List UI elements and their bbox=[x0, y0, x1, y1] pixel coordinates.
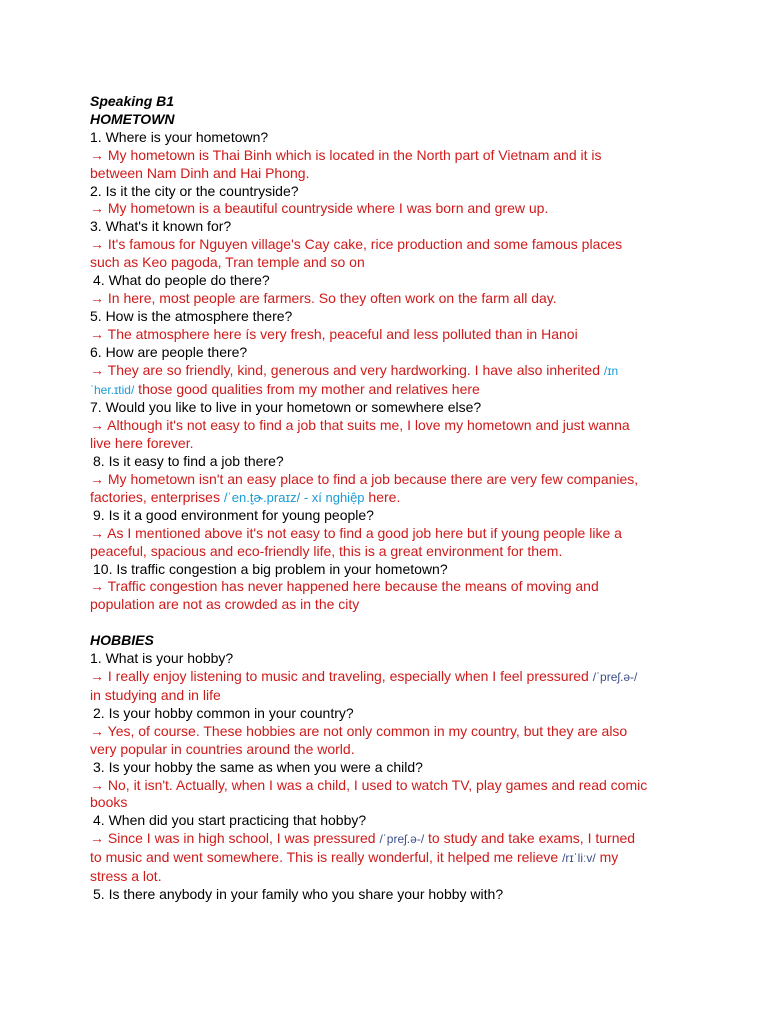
answer: → My hometown is Thai Binh which is located in the North part of Vietnam and it is between Nam Dinh and Hai Phong. bbox=[90, 146, 602, 181]
section-gap bbox=[90, 614, 650, 632]
ipa-transcription: /ˈen.t̬ɚ.praɪz/ - xí nghiệp bbox=[223, 489, 365, 505]
question: 8. Is it easy to find a job there? bbox=[93, 453, 284, 470]
answer: → It's famous for Nguyen village's Cay cake, rice production and some famous places such as Keo pagoda, Tran temple and so on bbox=[90, 236, 623, 271]
answer-text: my stress a lot. bbox=[90, 849, 619, 885]
answer-text: → Since I was in high school, I was pressured bbox=[90, 830, 380, 847]
question: 7. Would you like to live in your hometown or somewhere else? bbox=[90, 399, 482, 416]
answer bbox=[90, 668, 650, 705]
answer: → My hometown is a beautiful countryside where I was born and grew up. bbox=[90, 200, 549, 217]
answer bbox=[90, 471, 650, 507]
question: 3. Is your hobby the same as when you were a child? bbox=[93, 758, 423, 775]
answer: → The atmosphere here ís very fresh, peaceful and less polluted than in Hanoi bbox=[90, 325, 578, 342]
answer: → No, it isn't. Actually, when I was a child, I used to watch TV, play games and read comic books bbox=[90, 776, 648, 811]
question: 1. What is your hobby? bbox=[90, 650, 234, 667]
question: 6. How are people there? bbox=[90, 343, 248, 360]
answer: → As I mentioned above it's not easy to find a good job here but if young people like a peaceful, spacious and eco-friendly life, this is a great environment for them. bbox=[90, 524, 622, 559]
question: 1. Where is your hometown? bbox=[90, 128, 269, 145]
answer-text: those good qualities from my mother and relatives here bbox=[134, 380, 480, 397]
question: 10. Is traffic congestion a big problem in your hometown? bbox=[93, 560, 448, 577]
answer-text: → They are so friendly, kind, generous and very hardworking. I have also inherited bbox=[90, 361, 604, 378]
question: 5. How is the atmosphere there? bbox=[90, 307, 293, 324]
section-heading-hobbies: HOBBIES bbox=[90, 632, 154, 649]
answer: → Traffic congestion has never happened here because the means of moving and population are not as crowded as in the city bbox=[90, 578, 599, 613]
question: 2. Is your hobby common in your country? bbox=[93, 704, 354, 721]
question: 4. What do people do there? bbox=[93, 272, 270, 289]
answer-text: → My hometown isn't an easy place to find a job because there are very few companies, factories, enterprises bbox=[90, 471, 639, 505]
question: 9. Is it a good environment for young people? bbox=[93, 506, 374, 523]
answer bbox=[90, 362, 650, 400]
ipa-transcription: /rɪˈliːv/ bbox=[562, 851, 596, 866]
ipa-transcription: /ˈpreʃ.ə-/ bbox=[592, 670, 638, 685]
document-page bbox=[90, 93, 650, 904]
ipa-transcription: /ɪnˈher.ɪtid/ bbox=[90, 363, 619, 397]
document-title: Speaking B1 bbox=[90, 93, 175, 109]
answer-text: → I really enjoy listening to music and traveling, especially when I feel pressured bbox=[90, 668, 593, 685]
answer bbox=[90, 830, 650, 886]
question: 4. When did you start practicing that hobby? bbox=[93, 812, 367, 829]
ipa-transcription: /ˈpreʃ.ə-/ bbox=[379, 832, 425, 847]
question: 5. Is there anybody in your family who you share your hobby with? bbox=[93, 885, 504, 902]
question: 3. What's it known for? bbox=[90, 218, 232, 235]
answer-text: in studying and in life bbox=[90, 687, 221, 703]
section-heading-hometown: HOMETOWN bbox=[90, 110, 175, 127]
answer-text: here. bbox=[364, 488, 401, 505]
answer: → Yes, of course. These hobbies are not only common in my country, but they are also very popular in countries around the world. bbox=[90, 722, 628, 757]
answer: → In here, most people are farmers. So they often work on the farm all day. bbox=[90, 289, 557, 306]
question: 2. Is it the city or the countryside? bbox=[90, 182, 299, 199]
answer-text: to study and take exams, I turned to music and went somewhere. This is really wonderful, it helped me relieve bbox=[90, 830, 636, 866]
answer: → Although it's not easy to find a job that suits me, I love my hometown and just wanna live here forever. bbox=[90, 417, 630, 452]
